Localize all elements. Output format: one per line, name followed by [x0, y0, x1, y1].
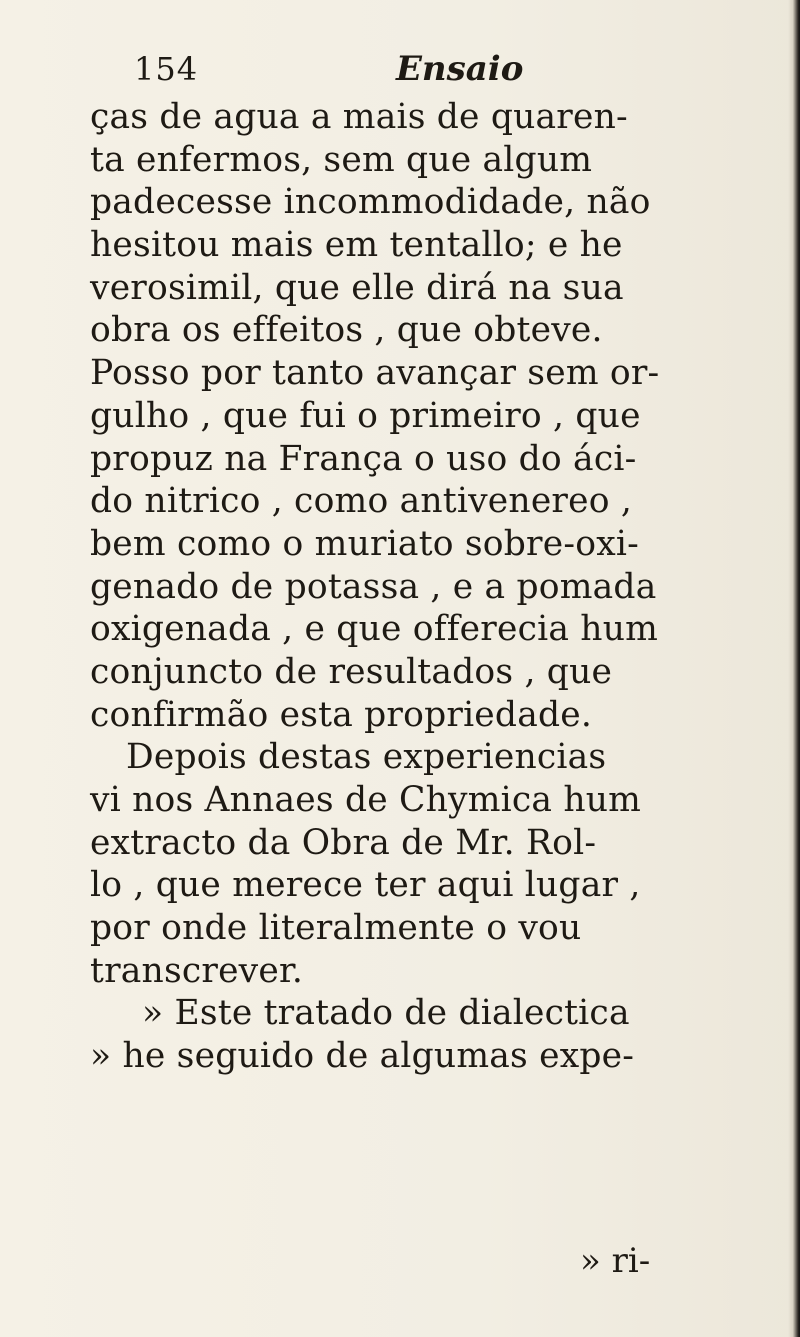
- text-line: genado de potassa , e a pomada: [90, 566, 657, 607]
- body-text: [90, 96, 762, 1078]
- text-line: hesitou mais em tentallo; e he: [90, 225, 623, 266]
- text-line: do nitrico , como antivenereo ,: [90, 481, 633, 522]
- text-line: extracto da Obra de Mr. Rol-: [90, 822, 597, 863]
- paragraph-start-line: Depois destas experiencias: [126, 737, 607, 778]
- text-line: bem como o muriato sobre-oxi-: [90, 523, 639, 564]
- text-line: Posso por tanto avançar sem or-: [90, 353, 660, 394]
- quote-line: » he seguido de algumas expe-: [90, 1036, 635, 1077]
- text-line: padecesse incommodidade, não: [90, 182, 651, 223]
- text-line: oxigenada , e que offerecia hum: [90, 609, 659, 650]
- text-line: verosimil, que elle dirá na sua: [90, 267, 624, 308]
- page-number: 154: [134, 50, 199, 88]
- text-line: vi nos Annaes de Chymica hum: [90, 780, 642, 820]
- text-line: confirmão esta propriedade.: [90, 694, 593, 735]
- text-line: transcrever.: [90, 950, 304, 991]
- text-line: lo , que merece ter aqui lugar ,: [90, 865, 641, 906]
- running-head: Ensaio: [396, 49, 524, 89]
- text-line: por onde literalmente o vou: [90, 908, 582, 949]
- text-line: obra os effeitos , que obteve.: [90, 310, 603, 351]
- quote-start-line: » Este tratado de dialectica: [142, 993, 630, 1034]
- text-line: conjuncto de resultados , que: [90, 651, 613, 692]
- catchword: » ri-: [580, 1241, 651, 1281]
- text-line: ta enfermos, sem que algum: [90, 139, 593, 180]
- text-line: ças de agua a mais de quaren-: [90, 97, 628, 137]
- text-line: gulho , que fui o primeiro , que: [90, 395, 641, 436]
- page-header: [134, 44, 734, 94]
- page-gutter-shadow: [788, 0, 800, 1337]
- text-line: propuz na França o uso do áci-: [90, 438, 637, 479]
